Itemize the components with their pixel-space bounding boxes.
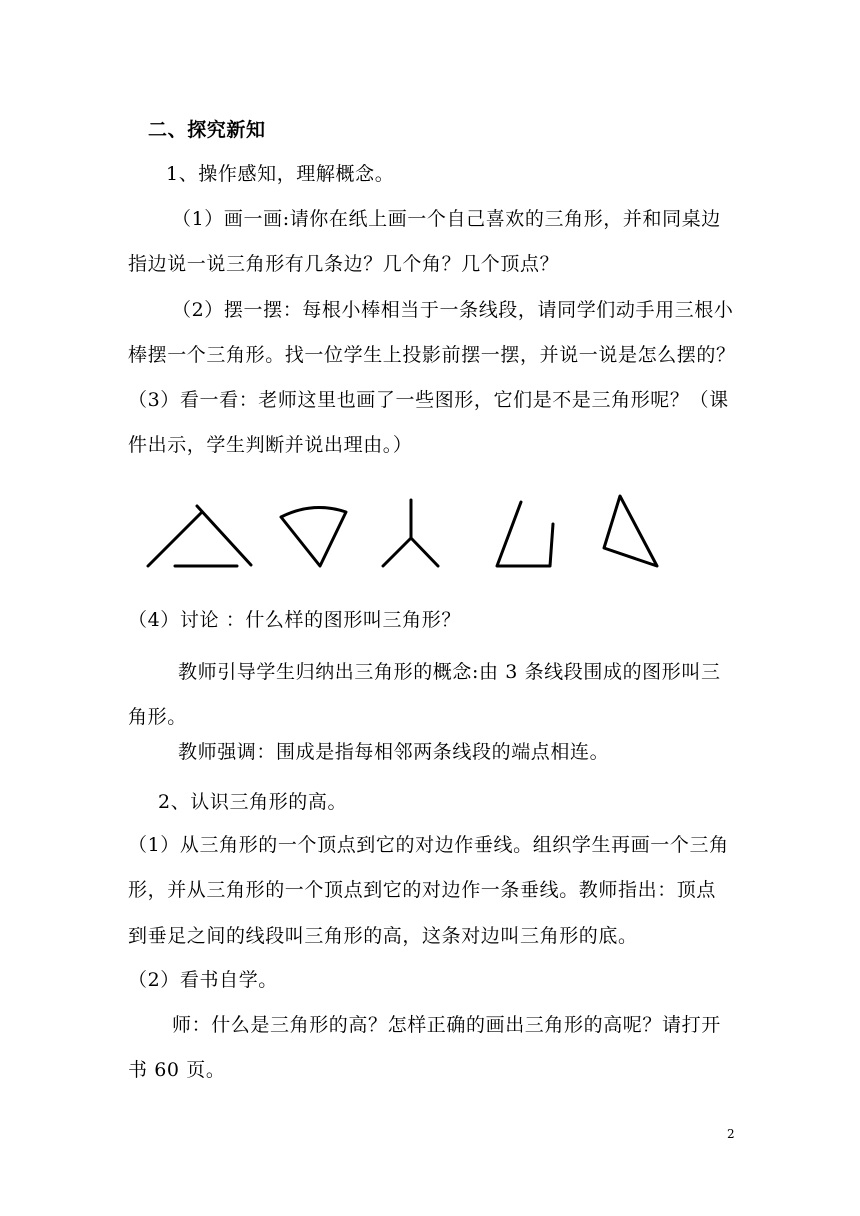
paragraph-emphasis: 教师强调：围成是指每相邻两条线段的端点相连。 <box>178 741 610 763</box>
paragraph-height-line-1: （1）从三角形的一个顶点到它的对边作垂线。组织学生再画一个三角 <box>128 834 729 856</box>
section-heading: 二、探究新知 <box>148 119 266 141</box>
paragraph-concept-line-1: 教师引导学生归纳出三角形的概念:由 3 条线段围成的图形叫三 <box>178 661 721 683</box>
open-quadrilateral-shape <box>497 502 553 566</box>
shape-figures <box>0 480 860 580</box>
paragraph-concept-line-2: 角形。 <box>128 706 187 728</box>
paragraph-draw-line-1: （1）画一画:请你在纸上画一个自己喜欢的三角形，并和同桌边 <box>172 208 721 230</box>
y-shape <box>383 500 438 566</box>
triangle-shape <box>604 496 657 566</box>
paragraph-look-line-2: 件出示，学生判断并说出理由。） <box>128 434 413 456</box>
paragraph-arrange-line-1: （2）摆一摆：每根小棒相当于一条线段，请同学们动手用三根小 <box>172 299 734 321</box>
paragraph-teacher-line-1: 师：什么是三角形的高？怎样正确的画出三角形的高呢？请打开 <box>172 1014 721 1036</box>
paragraph-self-study: （2）看书自学。 <box>128 969 278 991</box>
paragraph-teacher-line-2: 书 60 页。 <box>128 1059 226 1081</box>
paragraph-draw-line-2: 指边说一说三角形有几条边？几个角？几个顶点？ <box>128 253 560 275</box>
paragraph-look-line-1: （3）看一看：老师这里也画了一些图形，它们是不是三角形呢？（课 <box>128 389 729 411</box>
paragraph-discuss: （4）讨论 ：什么样的图形叫三角形？ <box>128 609 461 631</box>
paragraph-arrange-line-2: 棒摆一个三角形。找一位学生上投影前摆一摆，并说一说是怎么摆的？ <box>128 344 736 366</box>
page-number: 2 <box>727 1127 735 1141</box>
open-angle-shape <box>148 506 251 566</box>
paragraph-height-line-2: 形，并从三角形的一个顶点到它的对边作一条垂线。教师指出：顶点 <box>128 879 717 901</box>
curved-fan-shape <box>281 508 346 566</box>
subsection-heading-2: 2、认识三角形的高。 <box>158 791 348 813</box>
subsection-heading-1: 1、操作感知，理解概念。 <box>166 163 395 185</box>
paragraph-height-line-3: 到垂足之间的线段叫三角形的高，这条对边叫三角形的底。 <box>128 925 638 947</box>
